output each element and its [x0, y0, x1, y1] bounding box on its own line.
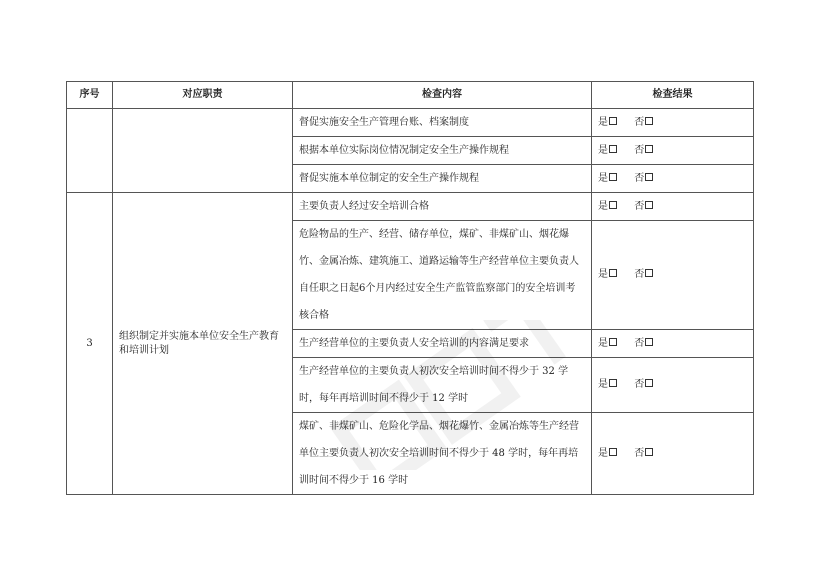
- no-option[interactable]: [634, 144, 653, 158]
- inspection-table: [66, 81, 754, 495]
- no-checkbox[interactable]: [645, 269, 653, 277]
- group2-duty: 组织制定并实施本单位安全生产教育和培训计划: [113, 193, 293, 495]
- yes-option[interactable]: [598, 268, 617, 282]
- header-no: 序号: [67, 82, 113, 109]
- check-content: 根据本单位实际岗位情况制定安全生产操作规程: [293, 137, 592, 165]
- yes-checkbox[interactable]: [609, 448, 617, 456]
- yes-option[interactable]: [598, 144, 617, 158]
- yes-label: 是: [598, 172, 608, 184]
- no-label: 否: [634, 200, 645, 212]
- no-checkbox[interactable]: [645, 145, 653, 153]
- group1-duty: [113, 109, 293, 193]
- no-option[interactable]: [634, 200, 653, 214]
- yes-checkbox[interactable]: [609, 145, 617, 153]
- no-checkbox[interactable]: [645, 117, 653, 125]
- no-label: 否: [634, 337, 645, 349]
- no-label: 否: [634, 116, 645, 128]
- yes-checkbox[interactable]: [609, 117, 617, 125]
- yes-checkbox[interactable]: [609, 269, 617, 277]
- yes-label: 是: [598, 116, 608, 128]
- group1-no: [67, 109, 113, 193]
- yes-label: 是: [598, 379, 608, 390]
- check-content: 煤矿、非煤矿山、危险化学品、烟花爆竹、金属冶炼等生产经营单位主要负责人初次安全培训时间不得少于 48 学时，每年再培训时间不得少于 16 学时: [293, 413, 592, 495]
- table-row: [67, 109, 754, 137]
- no-checkbox[interactable]: [645, 201, 653, 209]
- yes-label: 是: [598, 337, 608, 349]
- yes-label: 是: [598, 200, 608, 212]
- no-option[interactable]: [634, 172, 653, 186]
- check-result: [592, 413, 754, 495]
- yes-label: 是: [598, 447, 608, 459]
- no-option[interactable]: [634, 447, 653, 461]
- no-option[interactable]: [634, 268, 653, 282]
- yes-checkbox[interactable]: [609, 201, 617, 209]
- header-content: 检查内容: [293, 82, 592, 109]
- no-label: 否: [634, 172, 645, 184]
- yes-option[interactable]: [598, 378, 617, 392]
- group2-no: 3: [67, 193, 113, 495]
- check-result: [592, 330, 754, 358]
- check-content: 督促实施安全生产管理台账、档案制度: [293, 109, 592, 137]
- check-result: [592, 358, 754, 413]
- no-label: 否: [634, 379, 645, 390]
- header-result: 检查结果: [592, 82, 754, 109]
- no-label: 否: [634, 447, 645, 459]
- yes-label: 是: [598, 269, 608, 280]
- check-result: [592, 193, 754, 221]
- check-result: [592, 221, 754, 330]
- no-checkbox[interactable]: [645, 338, 653, 346]
- check-content: 危险物品的生产、经营、储存单位，煤矿、非煤矿山、烟花爆竹、金属冶炼、建筑施工、道路运输等生产经营单位主要负责人自任职之日起6个月内经过安全生产监管监察部门的安全培训考核合格: [293, 221, 592, 330]
- check-content: 生产经营单位的主要负责人安全培训的内容满足要求: [293, 330, 592, 358]
- no-option[interactable]: [634, 116, 653, 130]
- yes-option[interactable]: [598, 447, 617, 461]
- no-label: 否: [634, 269, 645, 280]
- yes-checkbox[interactable]: [609, 338, 617, 346]
- check-content: 督促实施本单位制定的安全生产操作规程: [293, 165, 592, 193]
- yes-option[interactable]: [598, 116, 617, 130]
- no-checkbox[interactable]: [645, 379, 653, 387]
- yes-option[interactable]: [598, 172, 617, 186]
- no-label: 否: [634, 144, 645, 156]
- no-option[interactable]: [634, 378, 653, 392]
- table-header-row: [67, 82, 754, 109]
- yes-label: 是: [598, 144, 608, 156]
- check-content: 生产经营单位的主要负责人初次安全培训时间不得少于 32 学时，每年再培训时间不得少于 12 学时: [293, 358, 592, 413]
- check-result: [592, 137, 754, 165]
- yes-option[interactable]: [598, 200, 617, 214]
- table-row: [67, 193, 754, 221]
- yes-checkbox[interactable]: [609, 173, 617, 181]
- header-duty: 对应职责: [113, 82, 293, 109]
- yes-option[interactable]: [598, 337, 617, 351]
- check-content: 主要负责人经过安全培训合格: [293, 193, 592, 221]
- check-result: [592, 109, 754, 137]
- no-option[interactable]: [634, 337, 653, 351]
- yes-checkbox[interactable]: [609, 379, 617, 387]
- check-result: [592, 165, 754, 193]
- no-checkbox[interactable]: [645, 173, 653, 181]
- no-checkbox[interactable]: [645, 448, 653, 456]
